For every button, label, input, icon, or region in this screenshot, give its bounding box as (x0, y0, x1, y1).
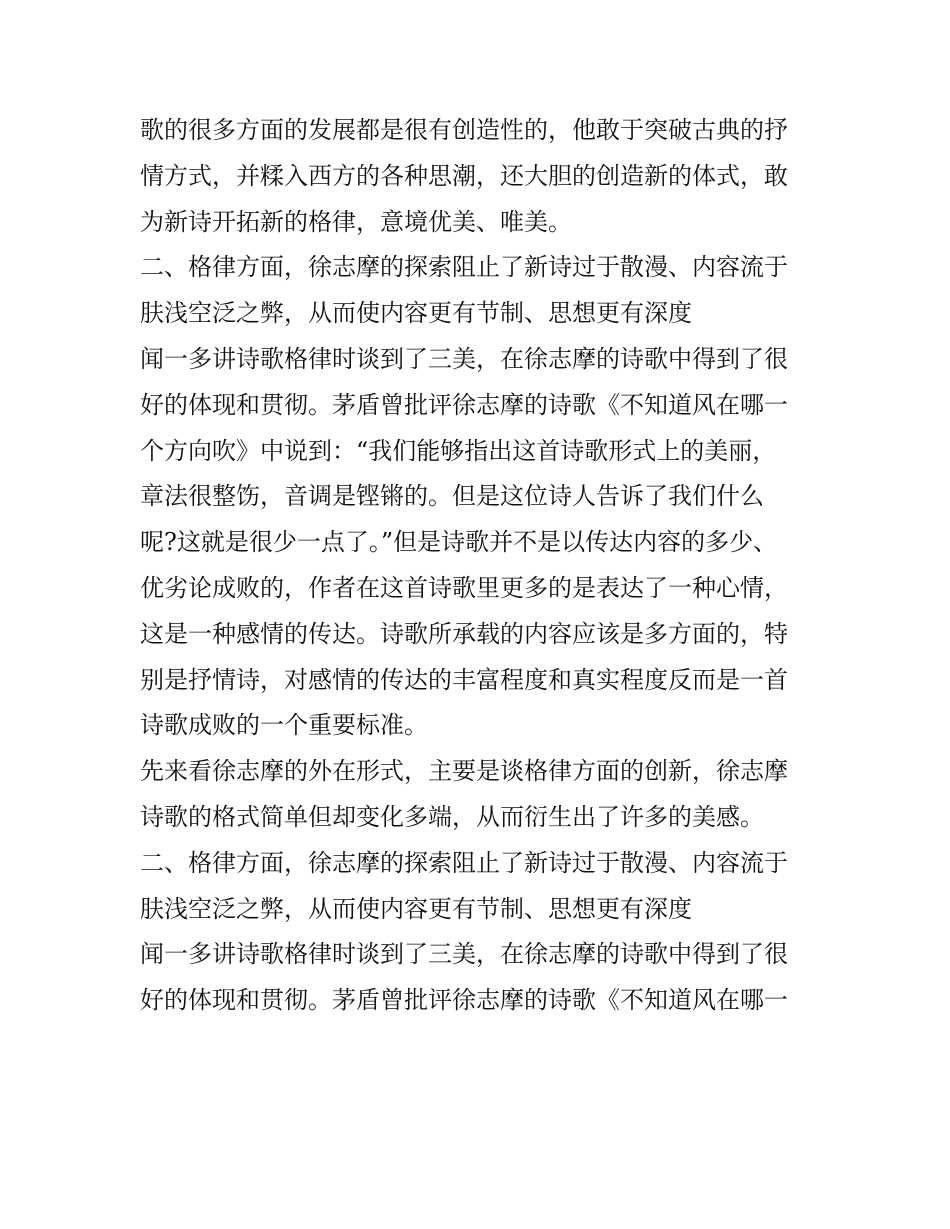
text-line: 章法很整饬，音调是铿锵的。但是这位诗人告诉了我们什么 (140, 482, 764, 511)
text-line: 个方向吹》中说到：“我们能够指出这首诗歌形式上的美丽， (140, 436, 777, 465)
text-line: 呢?这就是很少一点了。”但是诗歌并不是以传达内容的多少、 (140, 528, 778, 557)
text-line: 肤浅空泛之弊，从而使内容更有节制、思想更有深度 (140, 894, 692, 923)
text-line: 二、格律方面，徐志摩的探索阻止了新诗过于散漫、内容流于 (140, 848, 788, 877)
text-line: 诗歌成败的一个重要标准。 (140, 711, 428, 740)
text-line: 二、格律方面，徐志摩的探索阻止了新诗过于散漫、内容流于 (140, 253, 788, 282)
text-line: 歌的很多方面的发展都是很有创造性的，他敢于突破古典的抒 (140, 116, 788, 144)
body-text (140, 108, 820, 1024)
text-line: 情方式，并糅入西方的各种思潮，还大胆的创造新的体式，敢 (140, 161, 788, 190)
text-line: 优劣论成败的，作者在这首诗歌里更多的是表达了一种心情， (140, 573, 788, 602)
text-line: 为新诗开拓新的格律，意境优美、唯美。 (140, 207, 572, 236)
text-line: 这是一种感情的传达。诗歌所承载的内容应该是多方面的，特 (140, 619, 788, 648)
text-line: 好的体现和贯彻。茅盾曾批评徐志摩的诗歌《不知道风在哪一 (140, 986, 788, 1015)
text-line: 肤浅空泛之弊，从而使内容更有节制、思想更有深度 (140, 299, 692, 328)
text-line: 诗歌的格式简单但却变化多端，从而衍生出了许多的美感。 (140, 802, 764, 831)
text-line: 先来看徐志摩的外在形式，主要是谈格律方面的创新，徐志摩 (140, 757, 788, 786)
text-line: 别是抒情诗，对感情的传达的丰富程度和真实程度反而是一首 (140, 665, 788, 694)
text-line: 好的体现和贯彻。茅盾曾批评徐志摩的诗歌《不知道风在哪一 (140, 390, 788, 419)
text-line: 闻一多讲诗歌格律时谈到了三美，在徐志摩的诗歌中得到了很 (140, 940, 788, 969)
text-line: 闻一多讲诗歌格律时谈到了三美，在徐志摩的诗歌中得到了很 (140, 344, 788, 373)
